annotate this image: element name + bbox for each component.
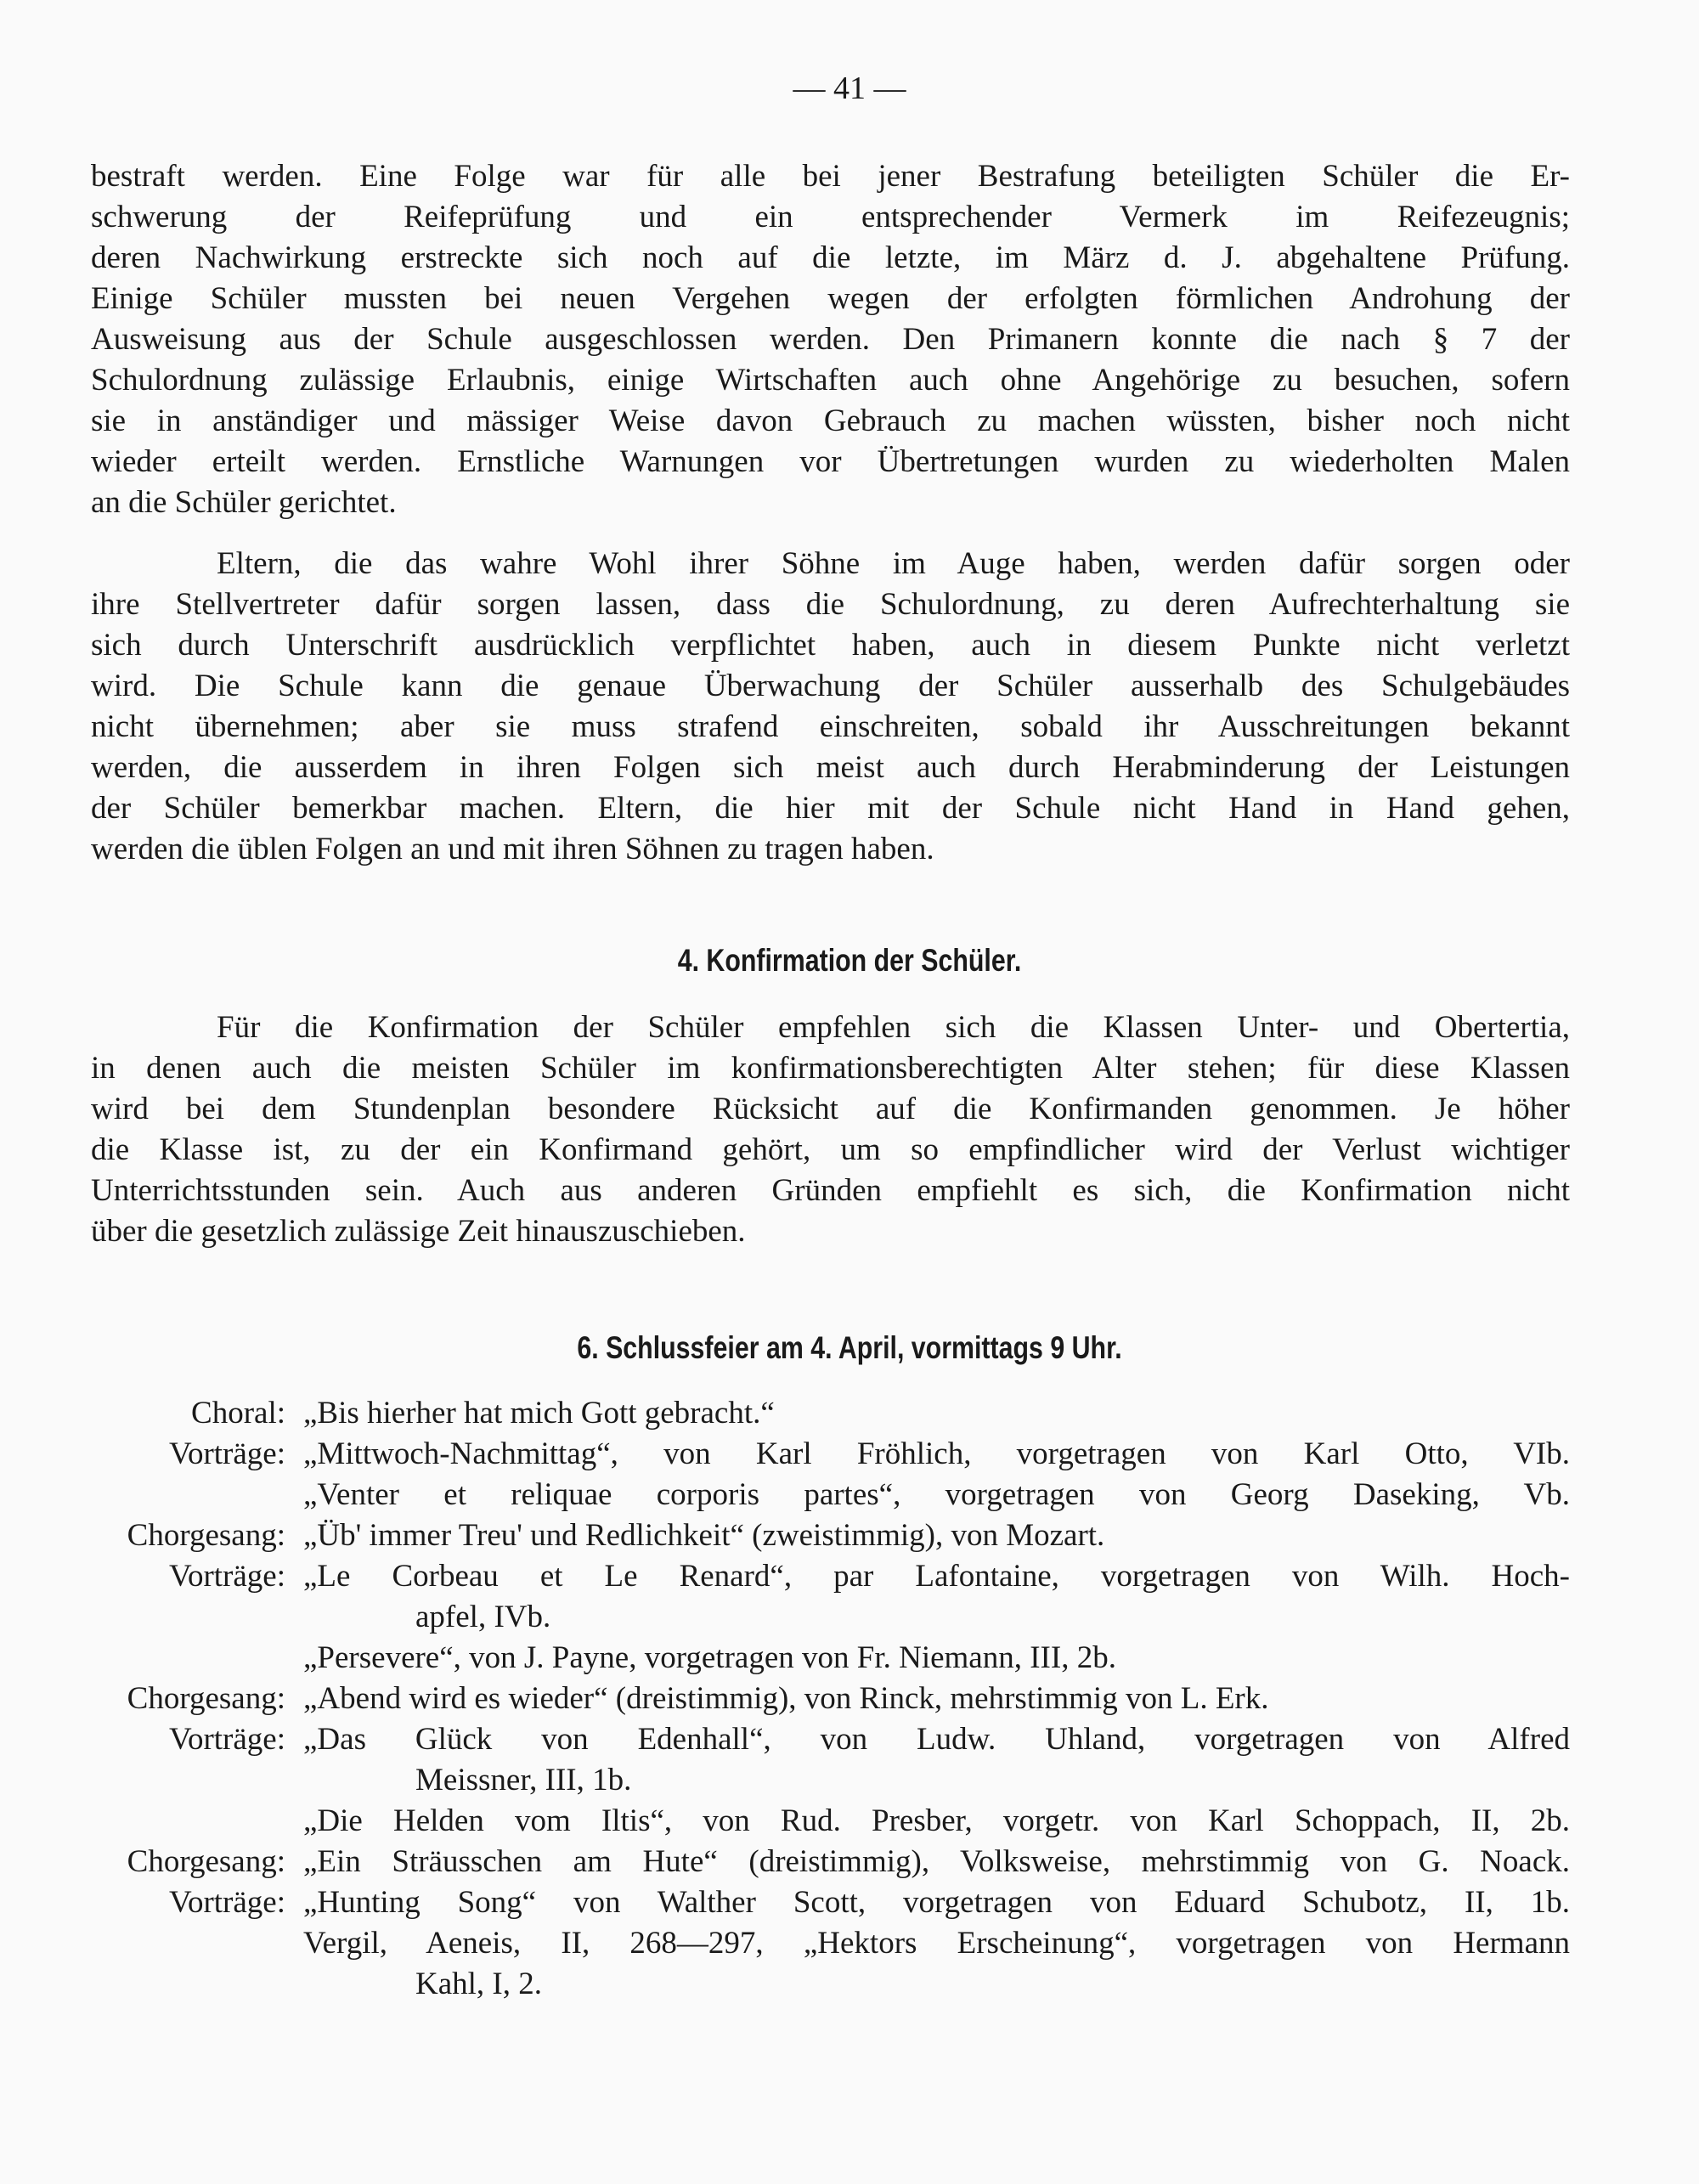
program-text: „Bis hierher hat mich Gott gebracht.“ [303, 1396, 775, 1431]
program-text: „Hunting Song“ von Walther Scott, vorgetragen von Eduard Schubotz, II, 1b. [303, 1885, 1570, 1920]
program-item [0, 1801, 1699, 1842]
program-item [0, 1964, 1699, 2005]
text-line: die Klasse ist, zu der ein Konfirmand gehört, um so empfindlicher wird der Verlust wichtiger [91, 1132, 1570, 1167]
text-line: ihre Stellvertreter dafür sorgen lassen, dass die Schulordnung, zu deren Aufrechterhaltung sie [91, 587, 1570, 622]
program-item [0, 1393, 1699, 1434]
program-label: Chorgesang: [127, 1844, 285, 1879]
program-text: „Die Helden vom Iltis“, von Rud. Presber, vorgetr. von Karl Schoppach, II, 2b. [303, 1803, 1570, 1838]
program-text-continuation: Meissner, III, 1b. [415, 1763, 632, 1797]
program-text: „Persevere“, von J. Payne, vorgetragen von Fr. Niemann, III, 2b. [303, 1640, 1116, 1675]
text-line: der Schüler bemerkbar machen. Eltern, die hier mit der Schule nicht Hand in Hand gehen, [91, 791, 1570, 826]
text-line: Ausweisung aus der Schule ausgeschlossen werden. Den Primanern konnte die nach § 7 der [91, 322, 1570, 357]
program-label: Vorträge: [169, 1885, 285, 1920]
text-line: Unterrichtsstunden sein. Auch aus anderen Gründen empfiehlt es sich, die Konfirmation nicht [91, 1173, 1570, 1208]
program-text: Vergil, Aeneis, II, 268—297, „Hektors Erscheinung“, vorgetragen von Hermann [303, 1926, 1570, 1961]
program-list [0, 1393, 1699, 2005]
program-text: „Abend wird es wieder“ (dreistimmig), von Rinck, mehrstimmig von L. Erk. [303, 1681, 1269, 1716]
text-line: deren Nachwirkung erstreckte sich noch auf die letzte, im März d. J. abgehaltene Prüfung. [91, 240, 1570, 275]
text-line: sich durch Unterschrift ausdrücklich verpflichtet haben, auch in diesem Punkte nicht verletzt [91, 628, 1570, 663]
program-text: „Das Glück von Edenhall“, von Ludw. Uhland, vorgetragen von Alfred [303, 1722, 1570, 1757]
text-line: sie in anständiger und mässiger Weise davon Gebrauch zu machen wüssten, bisher noch nicht [91, 404, 1570, 438]
program-item [0, 1475, 1699, 1515]
text-line: Eltern, die das wahre Wohl ihrer Söhne im Auge haben, werden dafür sorgen oder [217, 546, 1570, 581]
section-heading-schlussfeier: 6. Schlussfeier am 4. April, vormittags 9 Uhr. [577, 1330, 1122, 1365]
program-label: Vorträge: [169, 1559, 285, 1594]
program-text: „Venter et reliquae corporis partes“, vorgetragen von Georg Daseking, Vb. [303, 1477, 1570, 1512]
text-line: an die Schüler gerichtet. [91, 485, 397, 520]
text-line: über die gesetzlich zulässige Zeit hinauszuschieben. [91, 1214, 746, 1249]
program-text-continuation: Kahl, I, 2. [415, 1967, 542, 2001]
program-text: „Ein Sträusschen am Hute“ (dreistimmig), Volksweise, mehrstimmig von G. Noack. [303, 1844, 1570, 1879]
section-heading-konfirmation: 4. Konfirmation der Schüler. [677, 943, 1022, 978]
program-label: Choral: [191, 1396, 285, 1431]
text-line: nicht übernehmen; aber sie muss strafend einschreiten, sobald ihr Ausschreitungen bekannt [91, 709, 1570, 744]
program-item [0, 1556, 1699, 1597]
paragraph-konfirmation [91, 1007, 1570, 1252]
program-item [0, 1760, 1699, 1801]
program-item [0, 1842, 1699, 1882]
program-item [0, 1515, 1699, 1556]
program-label: Chorgesang: [127, 1518, 285, 1553]
text-line: wird. Die Schule kann die genaue Überwachung der Schüler ausserhalb des Schulgebäudes [91, 669, 1570, 703]
program-label: Vorträge: [169, 1436, 285, 1471]
text-line: werden, die ausserdem in ihren Folgen sich meist auch durch Herabminderung der Leistungen [91, 750, 1570, 785]
program-text: „Üb' immer Treu' und Redlichkeit“ (zweistimmig), von Mozart. [303, 1518, 1105, 1553]
text-line: wird bei dem Stundenplan besondere Rücksicht auf die Konfirmanden genommen. Je höher [91, 1092, 1570, 1126]
program-label: Chorgesang: [127, 1681, 285, 1716]
program-item [0, 1638, 1699, 1679]
text-line: Schulordnung zulässige Erlaubnis, einige Wirtschaften auch ohne Angehörige zu besuchen, sofern [91, 363, 1570, 398]
program-text-continuation: apfel, IVb. [415, 1600, 551, 1634]
text-line: Einige Schüler mussten bei neuen Vergehen wegen der erfolgten förmlichen Androhung der [91, 281, 1570, 316]
text-line: Für die Konfirmation der Schüler empfehlen sich die Klassen Unter- und Obertertia, [217, 1010, 1570, 1045]
text-line: schwerung der Reifeprüfung und ein entsprechender Vermerk im Reifezeugnis; [91, 200, 1570, 234]
program-label: Vorträge: [169, 1722, 285, 1757]
program-item [0, 1719, 1699, 1760]
program-item [0, 1882, 1699, 1923]
text-line: in denen auch die meisten Schüler im konfirmationsberechtigten Alter stehen; für diese Klassen [91, 1051, 1570, 1086]
program-item [0, 1597, 1699, 1638]
program-text: „Le Corbeau et Le Renard“, par Lafontaine, vorgetragen von Wilh. Hoch- [303, 1559, 1570, 1594]
text-line: wieder erteilt werden. Ernstliche Warnungen vor Übertretungen wurden zu wiederholten Malen [91, 444, 1570, 479]
program-item [0, 1679, 1699, 1719]
paragraph-parents [91, 544, 1570, 870]
text-line: werden die üblen Folgen an und mit ihren Söhnen zu tragen haben. [91, 832, 934, 866]
text-line: bestraft werden. Eine Folge war für alle bei jener Bestrafung beteiligten Schüler die Er- [91, 159, 1570, 194]
program-item [0, 1434, 1699, 1475]
program-item [0, 1923, 1699, 1964]
page-number: — 41 — [793, 71, 906, 106]
paragraph-discipline [91, 156, 1570, 523]
program-text: „Mittwoch-Nachmittag“, von Karl Fröhlich, vorgetragen von Karl Otto, VIb. [303, 1436, 1570, 1471]
